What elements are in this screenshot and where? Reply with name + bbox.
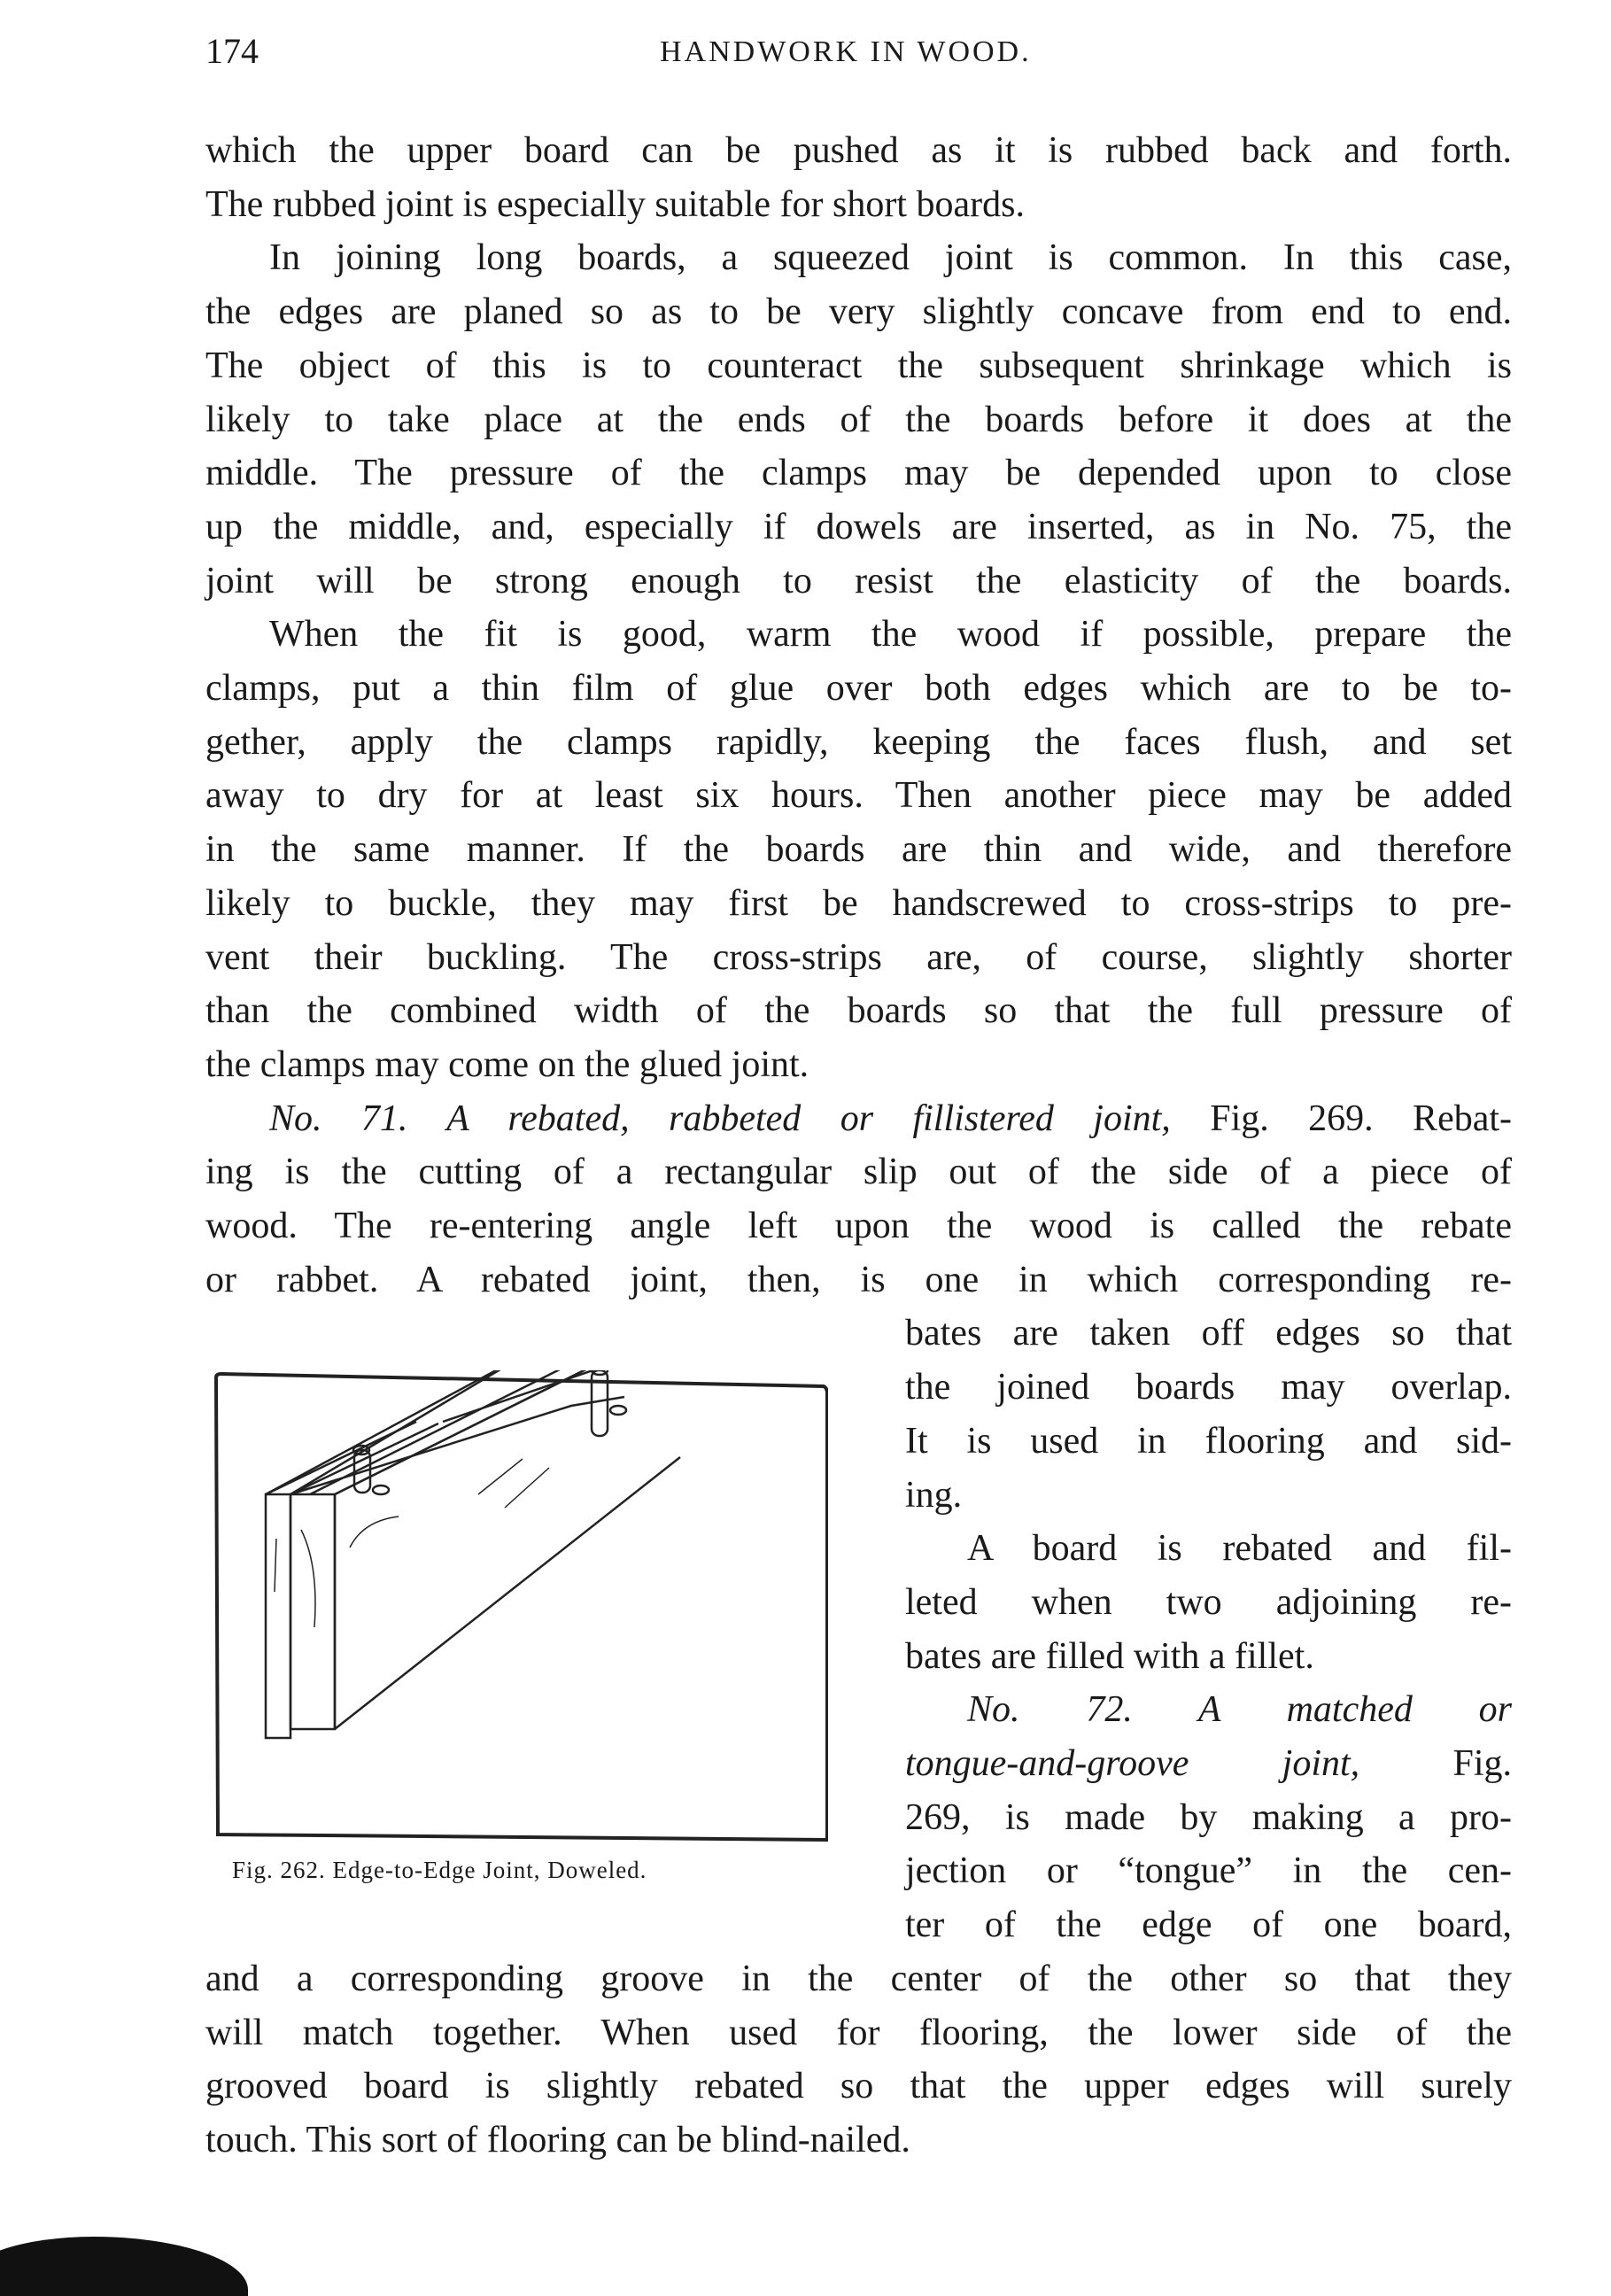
- text-segment: When the fit is good, warm the wood if possible, prepare the: [269, 614, 1512, 655]
- text-line: [205, 182, 1512, 228]
- text-line: [205, 504, 1512, 550]
- text-segment: will match together. When used for flooring, the lower side of the: [205, 2012, 1512, 2053]
- text-segment: In joining long boards, a squeezed joint is common. In this case,: [269, 237, 1512, 279]
- text-segment: up the middle, and, especially if dowels are inserted, as in No. 75, the: [205, 506, 1512, 547]
- text-segment: ing is the cutting of a rectangular slip out of the side of a piece of: [205, 1152, 1512, 1193]
- text-line: [205, 1257, 1512, 1303]
- text-line: [205, 988, 1512, 1034]
- text-segment: 269, is made by making a pro-: [905, 1796, 1512, 1838]
- text-segment: jection or “tongue” in the cen-: [905, 1850, 1512, 1892]
- text-segment: away to dry for at least six hours. Then another piece may be added: [205, 775, 1512, 817]
- text-line: [205, 772, 1512, 818]
- text-line: [205, 719, 1512, 765]
- text-segment: the joined boards may overlap.: [905, 1367, 1512, 1408]
- text-line: [905, 1848, 1512, 1894]
- figure-edge-joint-doweled: [213, 1370, 828, 1849]
- text-line: [905, 1418, 1512, 1464]
- text-line: [205, 1956, 1512, 2002]
- text-line: [205, 665, 1512, 711]
- text-line: [905, 1633, 1512, 1679]
- text-line: [205, 826, 1512, 873]
- text-segment: The rubbed joint is especially suitable for short boards.: [205, 183, 1025, 225]
- text-line: [205, 1203, 1512, 1249]
- text-line: [205, 558, 1512, 604]
- text-segment: in the same manner. If the boards are thin and wide, and therefore: [205, 829, 1512, 871]
- text-line: [205, 397, 1512, 443]
- text-segment: joint will be strong enough to resist the elasticity of the boards.: [205, 560, 1512, 601]
- italic-text: No. 71. A rebated, rabbeted or fillistered joint,: [269, 1098, 1171, 1139]
- text-segment: vent their buckling. The cross-strips are, of course, slightly shorter: [205, 936, 1512, 978]
- text-segment: The object of this is to counteract the subsequent shrinkage which is: [205, 345, 1512, 386]
- text-segment: grooved board is slightly rebated so that the upper edges will surely: [205, 2066, 1512, 2107]
- text-line: [905, 1472, 1512, 1518]
- text-line: [269, 1096, 1512, 1142]
- italic-text: No. 72. A matched or: [967, 1689, 1512, 1731]
- text-line: [205, 2063, 1512, 2109]
- text-segment: or rabbet. A rebated joint, then, is one in which corresponding re-: [205, 1259, 1512, 1300]
- text-segment: likely to take place at the ends of the boards before it does at the: [205, 399, 1512, 440]
- figure-caption: Fig. 262. Edge-to-Edge Joint, Doweled.: [232, 1857, 647, 1883]
- text-line: [967, 1687, 1512, 1733]
- text-segment: ter of the edge of one board,: [905, 1904, 1512, 1946]
- text-segment: the edges are planed so as to be very slightly concave from end to end.: [205, 291, 1512, 333]
- text-segment: middle. The pressure of the clamps may be depended upon to close: [205, 453, 1512, 494]
- italic-text: tongue-and-groove joint,: [905, 1743, 1360, 1784]
- text-line: [269, 611, 1512, 657]
- text-line: [205, 880, 1512, 927]
- text-line: [905, 1310, 1512, 1356]
- text-line: [905, 1741, 1512, 1787]
- text-segment: clamps, put a thin film of glue over both edges which are to be to-: [205, 668, 1512, 709]
- text-segment: ing.: [905, 1474, 963, 1516]
- text-segment: wood. The re-entering angle left upon the wood is called the rebate: [205, 1206, 1512, 1246]
- text-segment: A board is rebated and fil-: [967, 1528, 1512, 1570]
- text-line: [205, 343, 1512, 389]
- text-segment: It is used in flooring and sid-: [905, 1420, 1512, 1462]
- text-line: [205, 1042, 1512, 1088]
- text-segment: bates are filled with a fillet.: [905, 1635, 1314, 1677]
- text-line: [205, 935, 1512, 981]
- text-line: [269, 235, 1512, 281]
- text-segment: Fig. 269. Rebat-: [1170, 1098, 1513, 1139]
- text-line: [905, 1795, 1512, 1841]
- text-line: [905, 1902, 1512, 1948]
- text-line: [205, 2117, 1512, 2163]
- text-segment: which the upper board can be pushed as it is rubbed back and forth.: [205, 130, 1512, 171]
- text-line: [205, 128, 1512, 174]
- text-segment: bates are taken off edges so that: [905, 1313, 1512, 1354]
- text-segment: likely to buckle, they may first be handscrewed to cross-strips to pre-: [205, 882, 1512, 924]
- text-segment: than the combined width of the boards so that the full pressure of: [205, 990, 1512, 1032]
- page-number: 174: [205, 31, 259, 71]
- text-line: [967, 1525, 1512, 1571]
- text-line: [905, 1364, 1512, 1410]
- text-line: [205, 450, 1512, 496]
- text-segment: the clamps may come on the glued joint.: [205, 1043, 809, 1085]
- text-line: [205, 289, 1512, 335]
- thumb-shadow: [0, 2237, 248, 2296]
- text-line: [205, 1149, 1512, 1195]
- text-segment: gether, apply the clamps rapidly, keeping the faces flush, and set: [205, 721, 1512, 763]
- text-line: [205, 2010, 1512, 2056]
- text-segment: leted when two adjoining re-: [905, 1581, 1512, 1623]
- text-segment: and a corresponding groove in the center of the other so that they: [205, 1958, 1512, 1999]
- text-segment: touch. This sort of flooring can be blind-nailed.: [205, 2119, 910, 2160]
- running-title: HANDWORK IN WOOD.: [660, 35, 1032, 68]
- text-line: [905, 1579, 1512, 1625]
- text-segment: Fig.: [1359, 1743, 1513, 1784]
